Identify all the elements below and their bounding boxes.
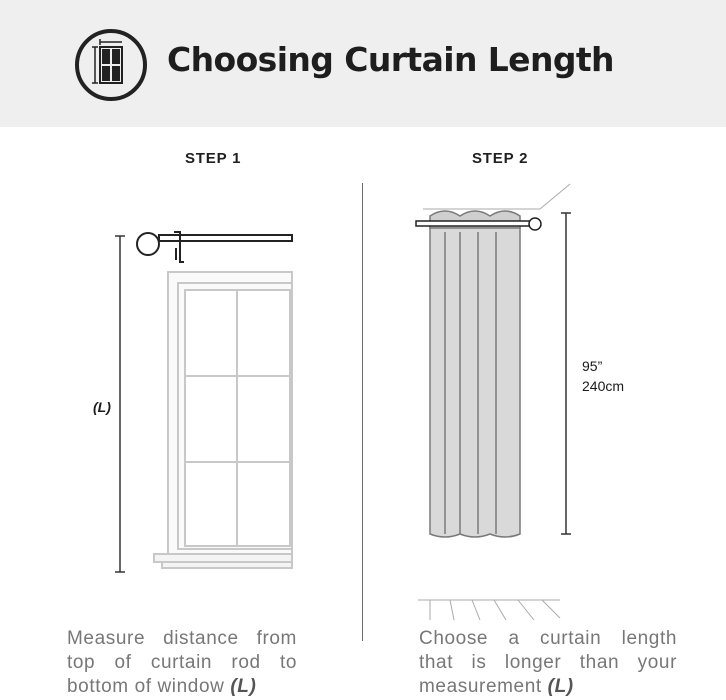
caption-line: that is longer than your (419, 652, 677, 673)
ceiling-corner (423, 184, 570, 209)
caption-line: Choose a curtain length (419, 628, 677, 649)
curtain-panel (430, 211, 520, 537)
caption-line (419, 675, 677, 699)
length-marker-label: (L) (93, 399, 111, 415)
window-frame (168, 272, 292, 554)
caption-emphasis: (L) (547, 676, 574, 697)
step-1-label: STEP 1 (185, 150, 242, 167)
caption-line: Measure distance from (67, 628, 297, 649)
floor-lines (418, 600, 560, 620)
caption-line-text: measurement (419, 676, 542, 697)
step-2-label: STEP 2 (472, 150, 529, 167)
curtain-length-cm: 240cm (582, 378, 625, 394)
measure-line-step-2 (561, 213, 571, 534)
caption-line-text: bottom of window (67, 676, 225, 697)
caption-line: top of curtain rod to (67, 652, 297, 673)
caption-emphasis: (L) (230, 676, 257, 697)
step-2-caption (419, 627, 677, 699)
window-sill (154, 554, 292, 568)
caption-line (67, 675, 297, 699)
page-title: Choosing Curtain Length (167, 40, 614, 79)
curtain-length-inches: 95” (582, 358, 603, 374)
step-1-caption (67, 627, 297, 699)
curtain-rod (137, 232, 292, 262)
measure-line-step-1 (115, 236, 125, 572)
